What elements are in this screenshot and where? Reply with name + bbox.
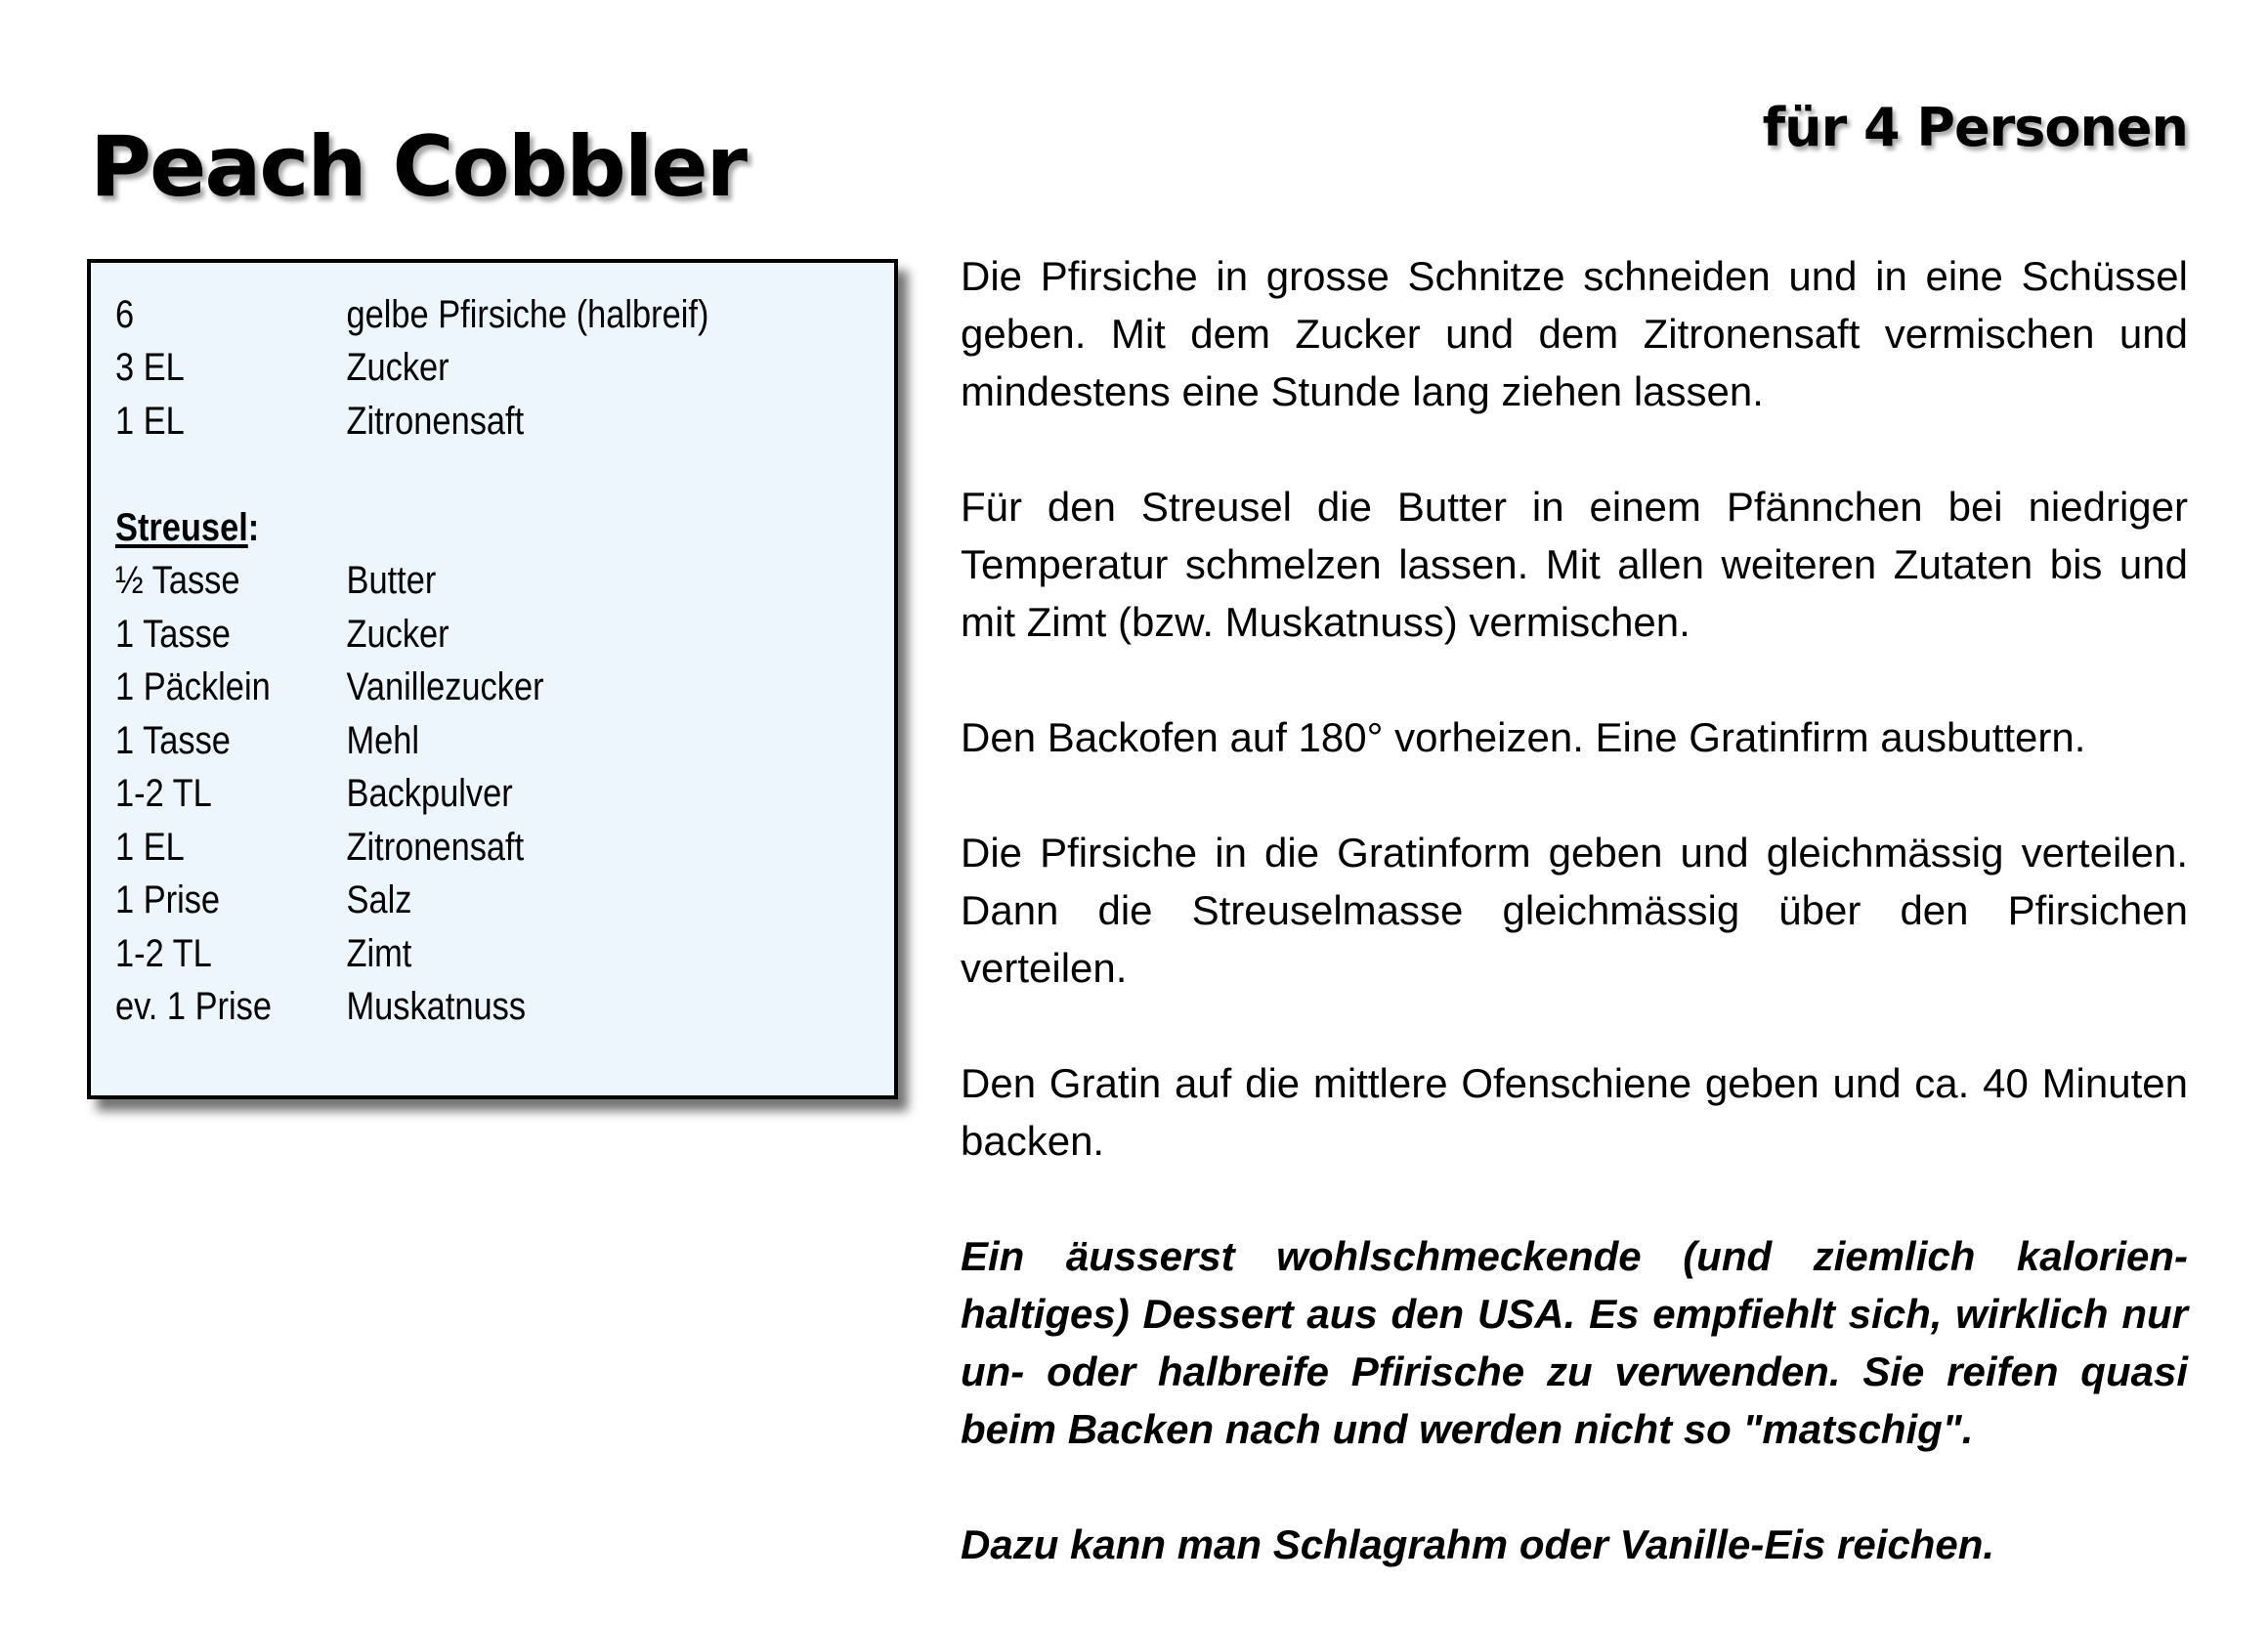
instruction-step: Die Pfirsiche in die Gratinform geben und gleichmässig verteilen. Dann die Streuselmasse gleichmässig über den Pfirsichen verteilen. bbox=[961, 830, 2188, 991]
ingredient-name: Zucker bbox=[346, 346, 449, 390]
instruction-step: Den Gratin auf die mittlere Ofenschiene geben und ca. 40 Minuten backen. bbox=[961, 1060, 2188, 1164]
ingredient-row bbox=[115, 395, 872, 449]
ingredient-name: Muskatnuss bbox=[346, 985, 527, 1029]
ingredient-quantity: 1 Prise bbox=[115, 878, 221, 922]
ingredient-name: Salz bbox=[346, 878, 412, 922]
ingredient-name: Zucker bbox=[346, 612, 449, 656]
recipe-title: Peach Cobbler bbox=[90, 117, 747, 216]
streusel-heading bbox=[115, 501, 872, 555]
streusel-heading-colon: : bbox=[247, 505, 260, 549]
ingredient-row bbox=[115, 821, 872, 875]
ingredient-spacer bbox=[115, 449, 894, 502]
ingredient-row bbox=[115, 927, 872, 981]
ingredient-list bbox=[87, 259, 898, 1099]
ingredient-name: Vanillezucker bbox=[346, 665, 544, 709]
servings-label: für 4 Personen bbox=[1762, 97, 2188, 158]
ingredient-name: Butter bbox=[346, 559, 437, 603]
ingredient-quantity: 3 EL bbox=[115, 346, 185, 390]
ingredient-name: Zitronensaft bbox=[346, 399, 525, 443]
ingredient-quantity: ½ Tasse bbox=[115, 559, 240, 603]
ingredient-quantity: 1 EL bbox=[115, 399, 185, 443]
streusel-heading-text: Streusel bbox=[115, 505, 248, 549]
ingredient-row bbox=[115, 288, 872, 342]
ingredient-quantity: 1 Tasse bbox=[115, 718, 231, 762]
ingredient-row bbox=[115, 981, 872, 1035]
ingredient-row bbox=[115, 768, 872, 822]
ingredient-quantity: 1-2 TL bbox=[115, 931, 212, 975]
ingredient-row bbox=[115, 608, 872, 662]
instructions bbox=[961, 247, 2188, 1573]
ingredient-name: Mehl bbox=[346, 718, 420, 762]
ingredient-quantity: 1-2 TL bbox=[115, 772, 212, 816]
ingredient-row bbox=[115, 714, 872, 768]
ingredient-quantity: 1 Tasse bbox=[115, 612, 231, 656]
ingredient-row bbox=[115, 342, 872, 396]
serving-suggestion: Dazu kann man Schlagrahm oder Vanille-Eis reichen. bbox=[961, 1521, 1995, 1567]
ingredient-quantity: 1 Päcklein bbox=[115, 665, 271, 709]
ingredient-name: Zimt bbox=[346, 931, 412, 975]
instruction-step: Die Pfirsiche in grosse Schnitze schneiden und in eine Schüssel geben. Mit dem Zucker und dem Zitronensaft vermischen und mindestens eine Stunde lang ziehen lassen. bbox=[961, 253, 2188, 414]
instruction-step: Für den Streusel die Butter in einem Pfännchen bei niedriger Temperatur schmelzen lassen. Mit allen weiteren Zutaten bis und mit Zimt (bzw. Muskatnuss) vermischen. bbox=[961, 484, 2188, 645]
ingredient-name: gelbe Pfirsiche (halbreif) bbox=[346, 292, 709, 336]
ingredient-name: Backpulver bbox=[346, 772, 513, 816]
ingredient-name: Zitronensaft bbox=[346, 825, 525, 869]
ingredient-quantity: ev. 1 Prise bbox=[115, 985, 272, 1029]
ingredient-quantity: 1 EL bbox=[115, 825, 185, 869]
ingredient-row bbox=[115, 875, 872, 928]
ingredient-quantity: 6 bbox=[115, 292, 135, 336]
ingredient-row bbox=[115, 662, 872, 715]
ingredient-row bbox=[115, 555, 872, 609]
recipe-note: Ein äusserst wohlschmeckende (und ziemlich kalorien-haltiges) Dessert aus den USA. Es empfiehlt sich, wirklich nur un- oder halbreife Pfirische zu verwenden. Sie reifen quasi beim Backen nach und werden nicht so "matschig". bbox=[961, 1233, 2188, 1452]
instruction-step: Den Backofen auf 180° vorheizen. Eine Gratinfirm ausbuttern. bbox=[961, 714, 2086, 760]
